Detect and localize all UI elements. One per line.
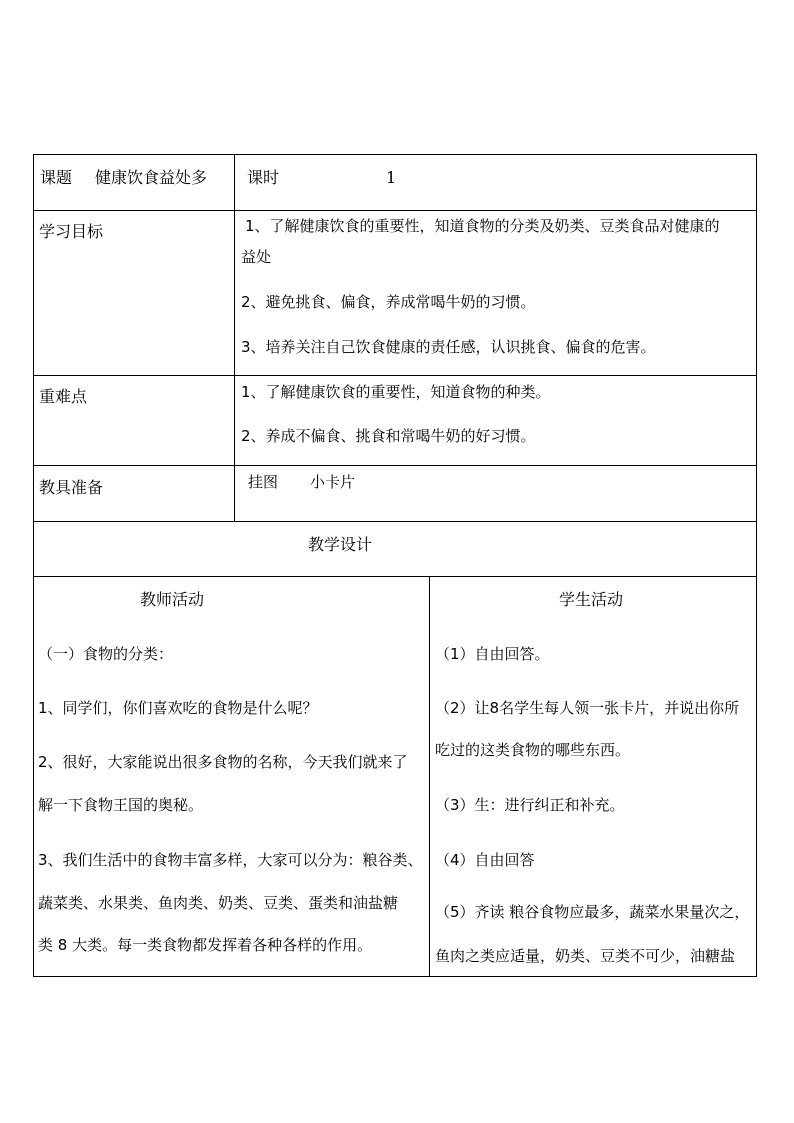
table-border-bottom <box>33 976 757 977</box>
period-label: 课时 <box>247 168 280 187</box>
student-line: （5）齐读 粮谷食物应最多，蔬菜水果量次之， <box>435 903 750 921</box>
teacher-line: 类 8 大类。每一类食物都发挥着各种各样的作用。 <box>38 936 373 954</box>
tools-label: 教具准备 <box>39 478 104 497</box>
student-line: （3）生：进行纠正和补充。 <box>435 796 625 814</box>
goal-line: 2、避免挑食、偏食，养成常喝牛奶的习惯。 <box>241 293 536 311</box>
student-line: （1）自由回答。 <box>435 645 550 663</box>
column-divider <box>234 154 235 521</box>
row-divider <box>33 465 757 466</box>
topic-value: 健康饮食益处多 <box>95 168 208 187</box>
row-divider <box>33 576 757 577</box>
teacher-line: （一）食物的分类： <box>38 645 174 663</box>
keypoints-label: 重难点 <box>39 387 88 406</box>
tools-item: 小卡片 <box>310 473 356 491</box>
table-border-left <box>33 154 34 977</box>
row-divider <box>33 375 757 376</box>
teacher-line: 解一下食物王国的奥秘。 <box>38 796 204 814</box>
column-divider <box>429 576 430 976</box>
row-divider <box>33 521 757 522</box>
row-divider <box>33 210 757 211</box>
teacher-line: 1、同学们，你们喜欢吃的食物是什么呢？ <box>38 699 318 717</box>
teacher-activity-header: 教师活动 <box>140 590 205 609</box>
student-line: 吃过的这类食物的哪些东西。 <box>435 741 631 759</box>
period-value: 1 <box>386 168 397 187</box>
topic-label: 课题 <box>40 168 73 187</box>
student-line: 鱼肉之类应适量，奶类、豆类不可少，油糖盐 <box>435 947 736 965</box>
design-title: 教学设计 <box>308 535 373 554</box>
student-line: （2）让8名学生每人领一张卡片，并说出你所 <box>435 699 740 717</box>
table-border-right <box>756 154 757 977</box>
goal-line: 3、培养关注自己饮食健康的责任感，认识挑食、偏食的危害。 <box>241 338 656 356</box>
table-border-top <box>33 154 757 155</box>
student-activity-header: 学生活动 <box>559 590 624 609</box>
keypoint-line: 1、了解健康饮食的重要性，知道食物的种类。 <box>241 383 551 401</box>
student-line: （4）自由回答 <box>435 851 535 869</box>
teacher-line: 蔬菜类、水果类、鱼肉类、奶类、豆类、蛋类和油盐糖 <box>38 894 399 912</box>
goal-line: 益处 <box>241 248 272 266</box>
goals-label: 学习目标 <box>39 222 104 241</box>
goal-line: 1、了解健康饮食的重要性，知道食物的分类及奶类、豆类食品对健康的 <box>245 217 720 235</box>
teacher-line: 3、我们生活中的食物丰富多样，大家可以分为：粮谷类、 <box>38 851 423 869</box>
teacher-line: 2、很好，大家能说出很多食物的名称，今天我们就来了 <box>38 753 408 771</box>
tools-item: 挂图 <box>248 473 279 491</box>
keypoint-line: 2、养成不偏食、挑食和常喝牛奶的好习惯。 <box>241 427 536 445</box>
